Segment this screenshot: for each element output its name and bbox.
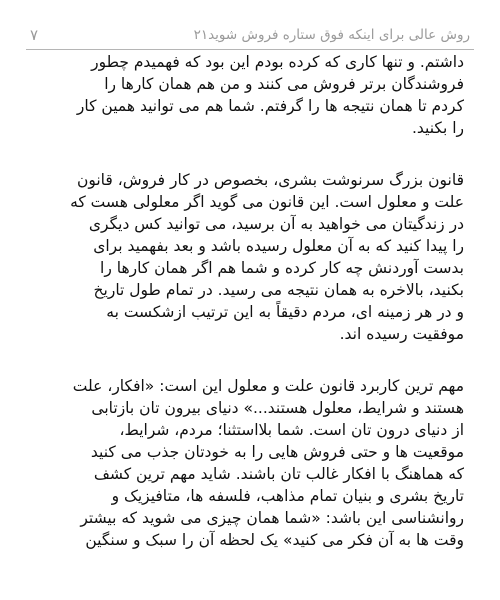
paragraph-spacer xyxy=(34,139,464,169)
text-line: را پیدا کنید که به آن معلول رسیده باشد و بعد بفهمید برای xyxy=(93,237,464,255)
text-line: و در هر زمینه ای، مردم دقیقاً به این ترتیب ازشکست به xyxy=(106,303,464,321)
paragraph-3 xyxy=(34,375,464,551)
text-line: داشتم. و تنها کاری که کرده بودم این بود که فهمیدم چطور xyxy=(91,53,464,71)
book-title: ۲۱روش عالی برای اینکه فوق ستاره فروش شوید xyxy=(193,27,470,43)
text-line: از دنیای درون تان است. شما بلااستثنا؛ مردم، شرایط، xyxy=(119,421,464,439)
text-line: قانون بزرگ سرنوشت بشری، بخصوص در کار فروش، قانون xyxy=(76,171,464,189)
text-line: روانشناسی این باشد: «شما همان چیزی می شوید که بیشتر xyxy=(80,509,464,527)
paragraph-1 xyxy=(34,51,464,139)
text-line: علت و معلول است. این قانون می گوید اگر معلولی هست که xyxy=(70,193,464,211)
header-divider xyxy=(26,49,474,50)
text-line: در زندگیتان می خواهید به آن برسید، می توانید کس دیگری xyxy=(88,215,464,233)
text-line: موقعیت ها و حتی فروش هایی را به خودتان جذب می کنید xyxy=(90,443,464,461)
text-line: را بکنید. xyxy=(411,119,464,137)
text-line: موفقیت رسیده اند. xyxy=(339,325,464,343)
text-line: مهم ترین کاربرد قانون علت و معلول این است: «افکار، علت xyxy=(72,377,464,395)
body-text xyxy=(34,51,464,551)
text-line: وقت ها به آن فکر می کنید» یک لحظه آن را سبک و سنگین xyxy=(85,531,464,549)
paragraph-spacer xyxy=(34,345,464,375)
text-line: فروشندگان برتر فروش می کنند و من هم همان کارها را xyxy=(104,75,464,93)
text-line: هستند و شرایط، معلول هستند...» دنیای بیرون تان بازتابی xyxy=(91,399,464,417)
text-line: بکنید، بالاخره به همان نتیجه می رسید. در تمام طول تاریخ xyxy=(93,281,464,299)
text-line: که هماهنگ با افکار غالب تان باشند. شاید مهم ترین کشف xyxy=(93,465,464,483)
text-line: بدست آوردنش چه کار کرده و شما هم اگر همان کارها را xyxy=(100,259,464,277)
page-number: ۷ xyxy=(30,26,39,44)
paragraph-2 xyxy=(34,169,464,345)
running-header xyxy=(30,24,470,46)
text-line: کردم تا همان نتیجه ها را گرفتم. شما هم می توانید همین کار xyxy=(76,97,464,115)
text-line: تاریخ بشری و بنیان تمام مذاهب، فلسفه ها، متافیزیک و xyxy=(111,487,464,505)
